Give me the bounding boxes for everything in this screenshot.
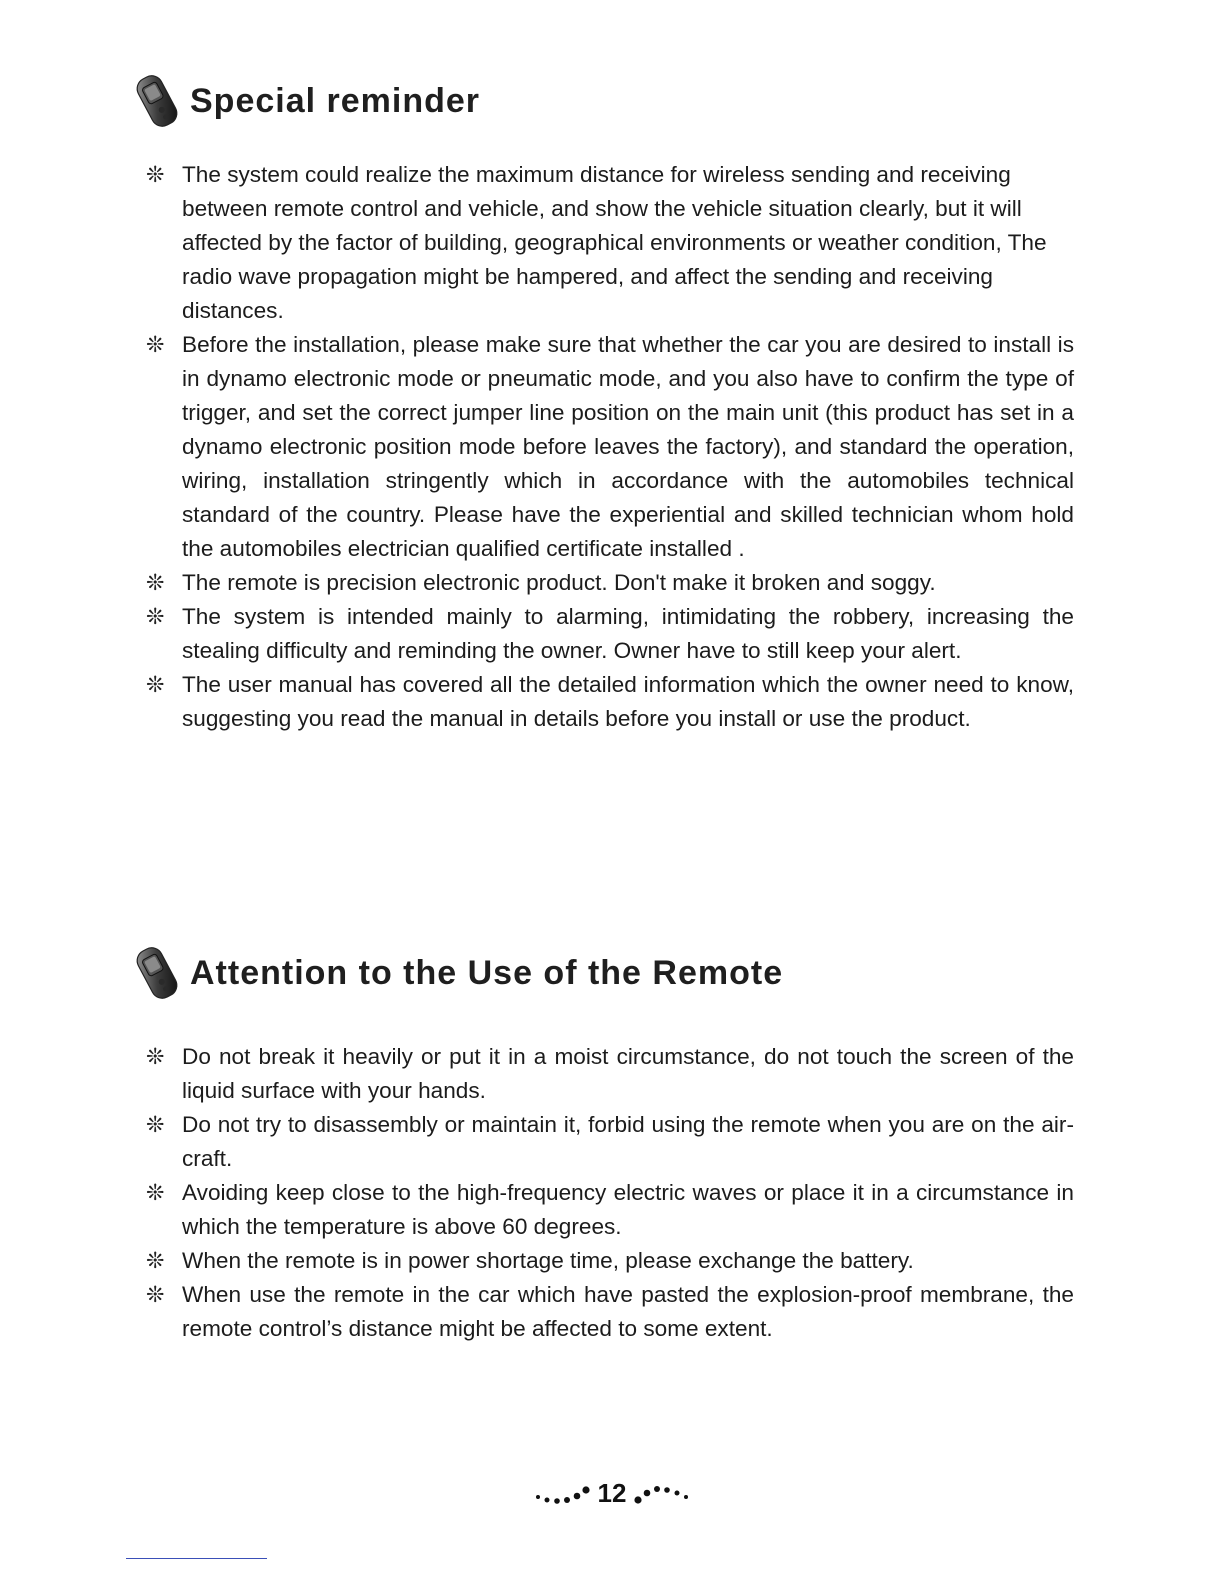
section-heading (128, 68, 1224, 134)
bullet-star-icon: ❊ (146, 570, 165, 595)
bullet-star-icon: ❊ (146, 1112, 165, 1137)
section-attention-remote (0, 940, 1224, 1341)
list-item (146, 158, 1074, 328)
list-item (146, 1040, 1074, 1108)
bullet-star-icon: ❊ (146, 332, 165, 357)
list-item (146, 668, 1074, 736)
remote-key-icon (128, 69, 186, 133)
bullet-star-icon: ❊ (146, 1044, 165, 1069)
list-item-text: Do not try to disassembly or maintain it, forbid using the remote when you are on the air-craft. (182, 1112, 1074, 1171)
section-title: Attention to the Use of the Remote (190, 953, 784, 992)
footer-divider (126, 1558, 267, 1559)
list-item (146, 1108, 1074, 1176)
list-item (146, 1244, 1074, 1278)
list-item-text: Do not break it heavily or put it in a moist circumstance, do not touch the screen of the liquid surface with your hands. (182, 1044, 1074, 1103)
list-item (146, 566, 1074, 600)
bullet-star-icon: ❊ (146, 162, 165, 187)
bullet-star-icon: ❊ (146, 1282, 165, 1307)
section-title: Special reminder (190, 81, 481, 120)
list-item-text: When use the remote in the car which have pasted the explosion-proof membrane, the remote control’s distance might be affected to some extent. (182, 1282, 1074, 1341)
bullet-star-icon: ❊ (146, 1248, 165, 1273)
list-item (146, 1176, 1074, 1244)
list-item (146, 328, 1074, 566)
list-item-text: Before the installation, please make sure that whether the car you are desired to install is in dynamo electronic mode or pneumatic mode, and you also have to confirm the type of trigger, and set the correct jumper line position on the main unit (this product has set in a dynamo electronic position mode before leaves the factory), and standard the operation, wiring, installation stringently which in accordance with the automobiles technical standard of the country. Please have the experiential and skilled technician whom hold the automobiles electrician qualified certificate installed . (182, 332, 1074, 561)
list-item-text: The system could realize the maximum distance for wireless sending and receiving between remote control and vehicle, and show the vehicle situation clearly, but it will affected by the factor of building, geographical environments or weather condition, The radio wave propagation might be hampered, and affect the sending and receiving distances. (182, 162, 1047, 323)
left-dots-ornament-icon (534, 1485, 590, 1505)
list-item-text: The remote is precision electronic product. Don't make it broken and soggy. (182, 570, 936, 595)
page-number-text: 12 (597, 1478, 627, 1508)
list-item-text: When the remote is in power shortage time, please exchange the battery. (182, 1248, 914, 1273)
list-item-text: Avoiding keep close to the high-frequency electric waves or place it in a circumstance in which the temperature is above 60 degrees. (182, 1180, 1074, 1239)
bullet-star-icon: ❊ (146, 1180, 165, 1205)
list-item-text: The user manual has covered all the detailed information which the owner need to know, suggesting you read the manual in details before you install or use the product. (182, 672, 1074, 731)
remote-key-icon (128, 941, 186, 1005)
right-dots-ornament-icon (634, 1485, 690, 1505)
list-item (146, 1278, 1074, 1346)
bullet-star-icon: ❊ (146, 604, 165, 629)
section-special-reminder (0, 68, 1224, 731)
bullet-list (146, 1040, 1074, 1346)
bullet-list (146, 158, 1074, 736)
bullet-star-icon: ❊ (146, 672, 165, 697)
page-number (0, 1478, 1224, 1509)
list-item (146, 600, 1074, 668)
section-heading (128, 940, 1224, 1006)
list-item-text: The system is intended mainly to alarming, intimidating the robbery, increasing the stealing difficulty and reminding the owner. Owner have to still keep your alert. (182, 604, 1074, 663)
